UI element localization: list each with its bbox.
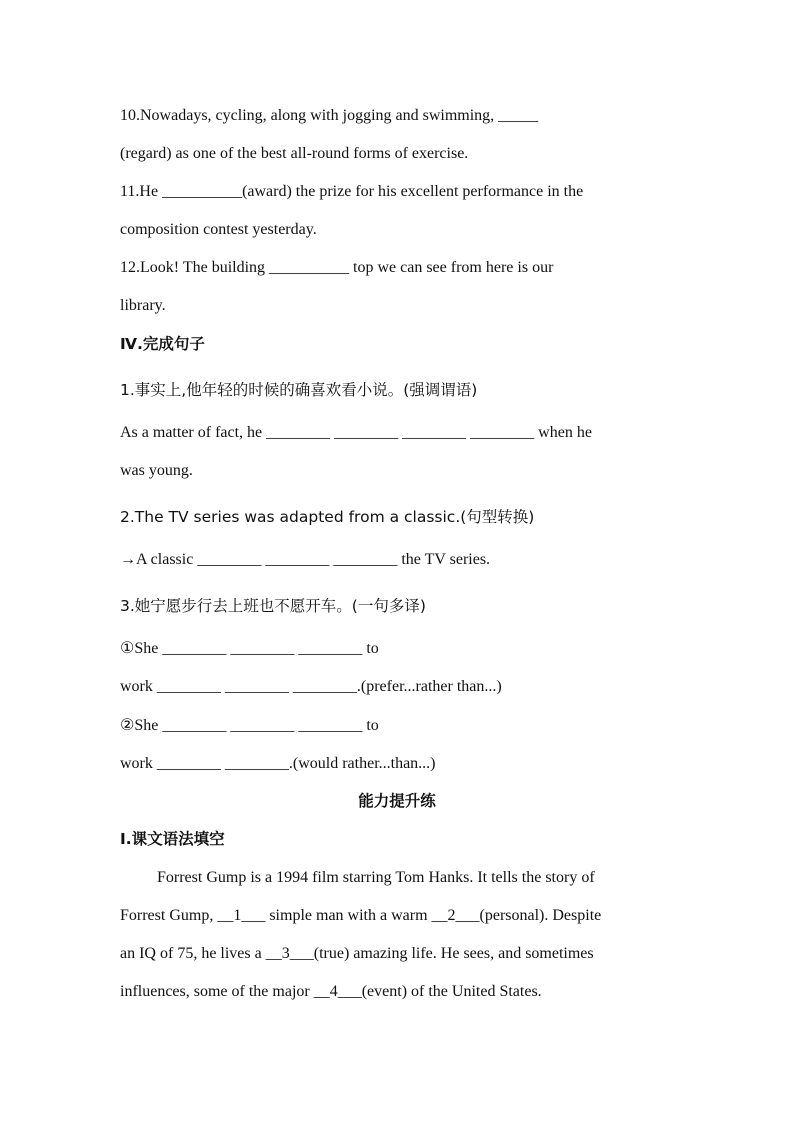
question-10-line-2: (regard) as one of the best all-round forms of exercise. (120, 145, 469, 162)
passage-line-1: Forrest Gump is a 1994 film starring Tom Hanks. It tells the story of (157, 869, 595, 886)
sentence-2-prompt: 2.The TV series was adapted from a classic.(句型转换) (120, 508, 535, 526)
question-12-line-1: 12.Look! The building __________ top we can see from here is our (120, 259, 554, 276)
passage-line-2: Forrest Gump, __1___ simple man with a warm __2___(personal). Despite (120, 907, 602, 924)
sentence-3-option-2-line-2: work ________ ________.(would rather...than...) (120, 755, 436, 772)
ability-section-title: 能力提升练 (358, 792, 436, 810)
sentence-3-option-2-line-1: ②She ________ ________ ________ to (120, 717, 379, 734)
section-heading-grammar-fill: Ⅰ.课文语法填空 (120, 830, 225, 848)
sentence-3-prompt: 3.她宁愿步行去上班也不愿开车。(一句多译) (120, 597, 426, 615)
question-11-line-2: composition contest yesterday. (120, 221, 317, 238)
sentence-1-answer-line-1: As a matter of fact, he ________ ________ ________ ________ when he (120, 424, 592, 441)
question-12-line-2: library. (120, 297, 166, 314)
passage-line-4: influences, some of the major __4___(event) of the United States. (120, 983, 542, 1000)
sentence-3-option-1-line-1: ①She ________ ________ ________ to (120, 640, 379, 657)
question-10-line-1: 10.Nowadays, cycling, along with jogging and swimming, _____ (120, 107, 539, 124)
sentence-1-answer-line-2: was young. (120, 462, 193, 479)
section-heading-complete-sentences: Ⅳ.完成句子 (120, 335, 205, 353)
sentence-3-option-1-line-2: work ________ ________ ________.(prefer...rather than...) (120, 678, 502, 695)
passage-line-3: an IQ of 75, he lives a __3___(true) amazing life. He sees, and sometimes (120, 945, 594, 962)
sentence-1-prompt: 1.事实上,他年轻的时候的确喜欢看小说。(强调谓语) (120, 381, 478, 399)
sentence-2-answer: →A classic ________ ________ ________ the TV series. (120, 551, 491, 568)
question-11-line-1: 11.He __________(award) the prize for his excellent performance in the (120, 183, 584, 200)
